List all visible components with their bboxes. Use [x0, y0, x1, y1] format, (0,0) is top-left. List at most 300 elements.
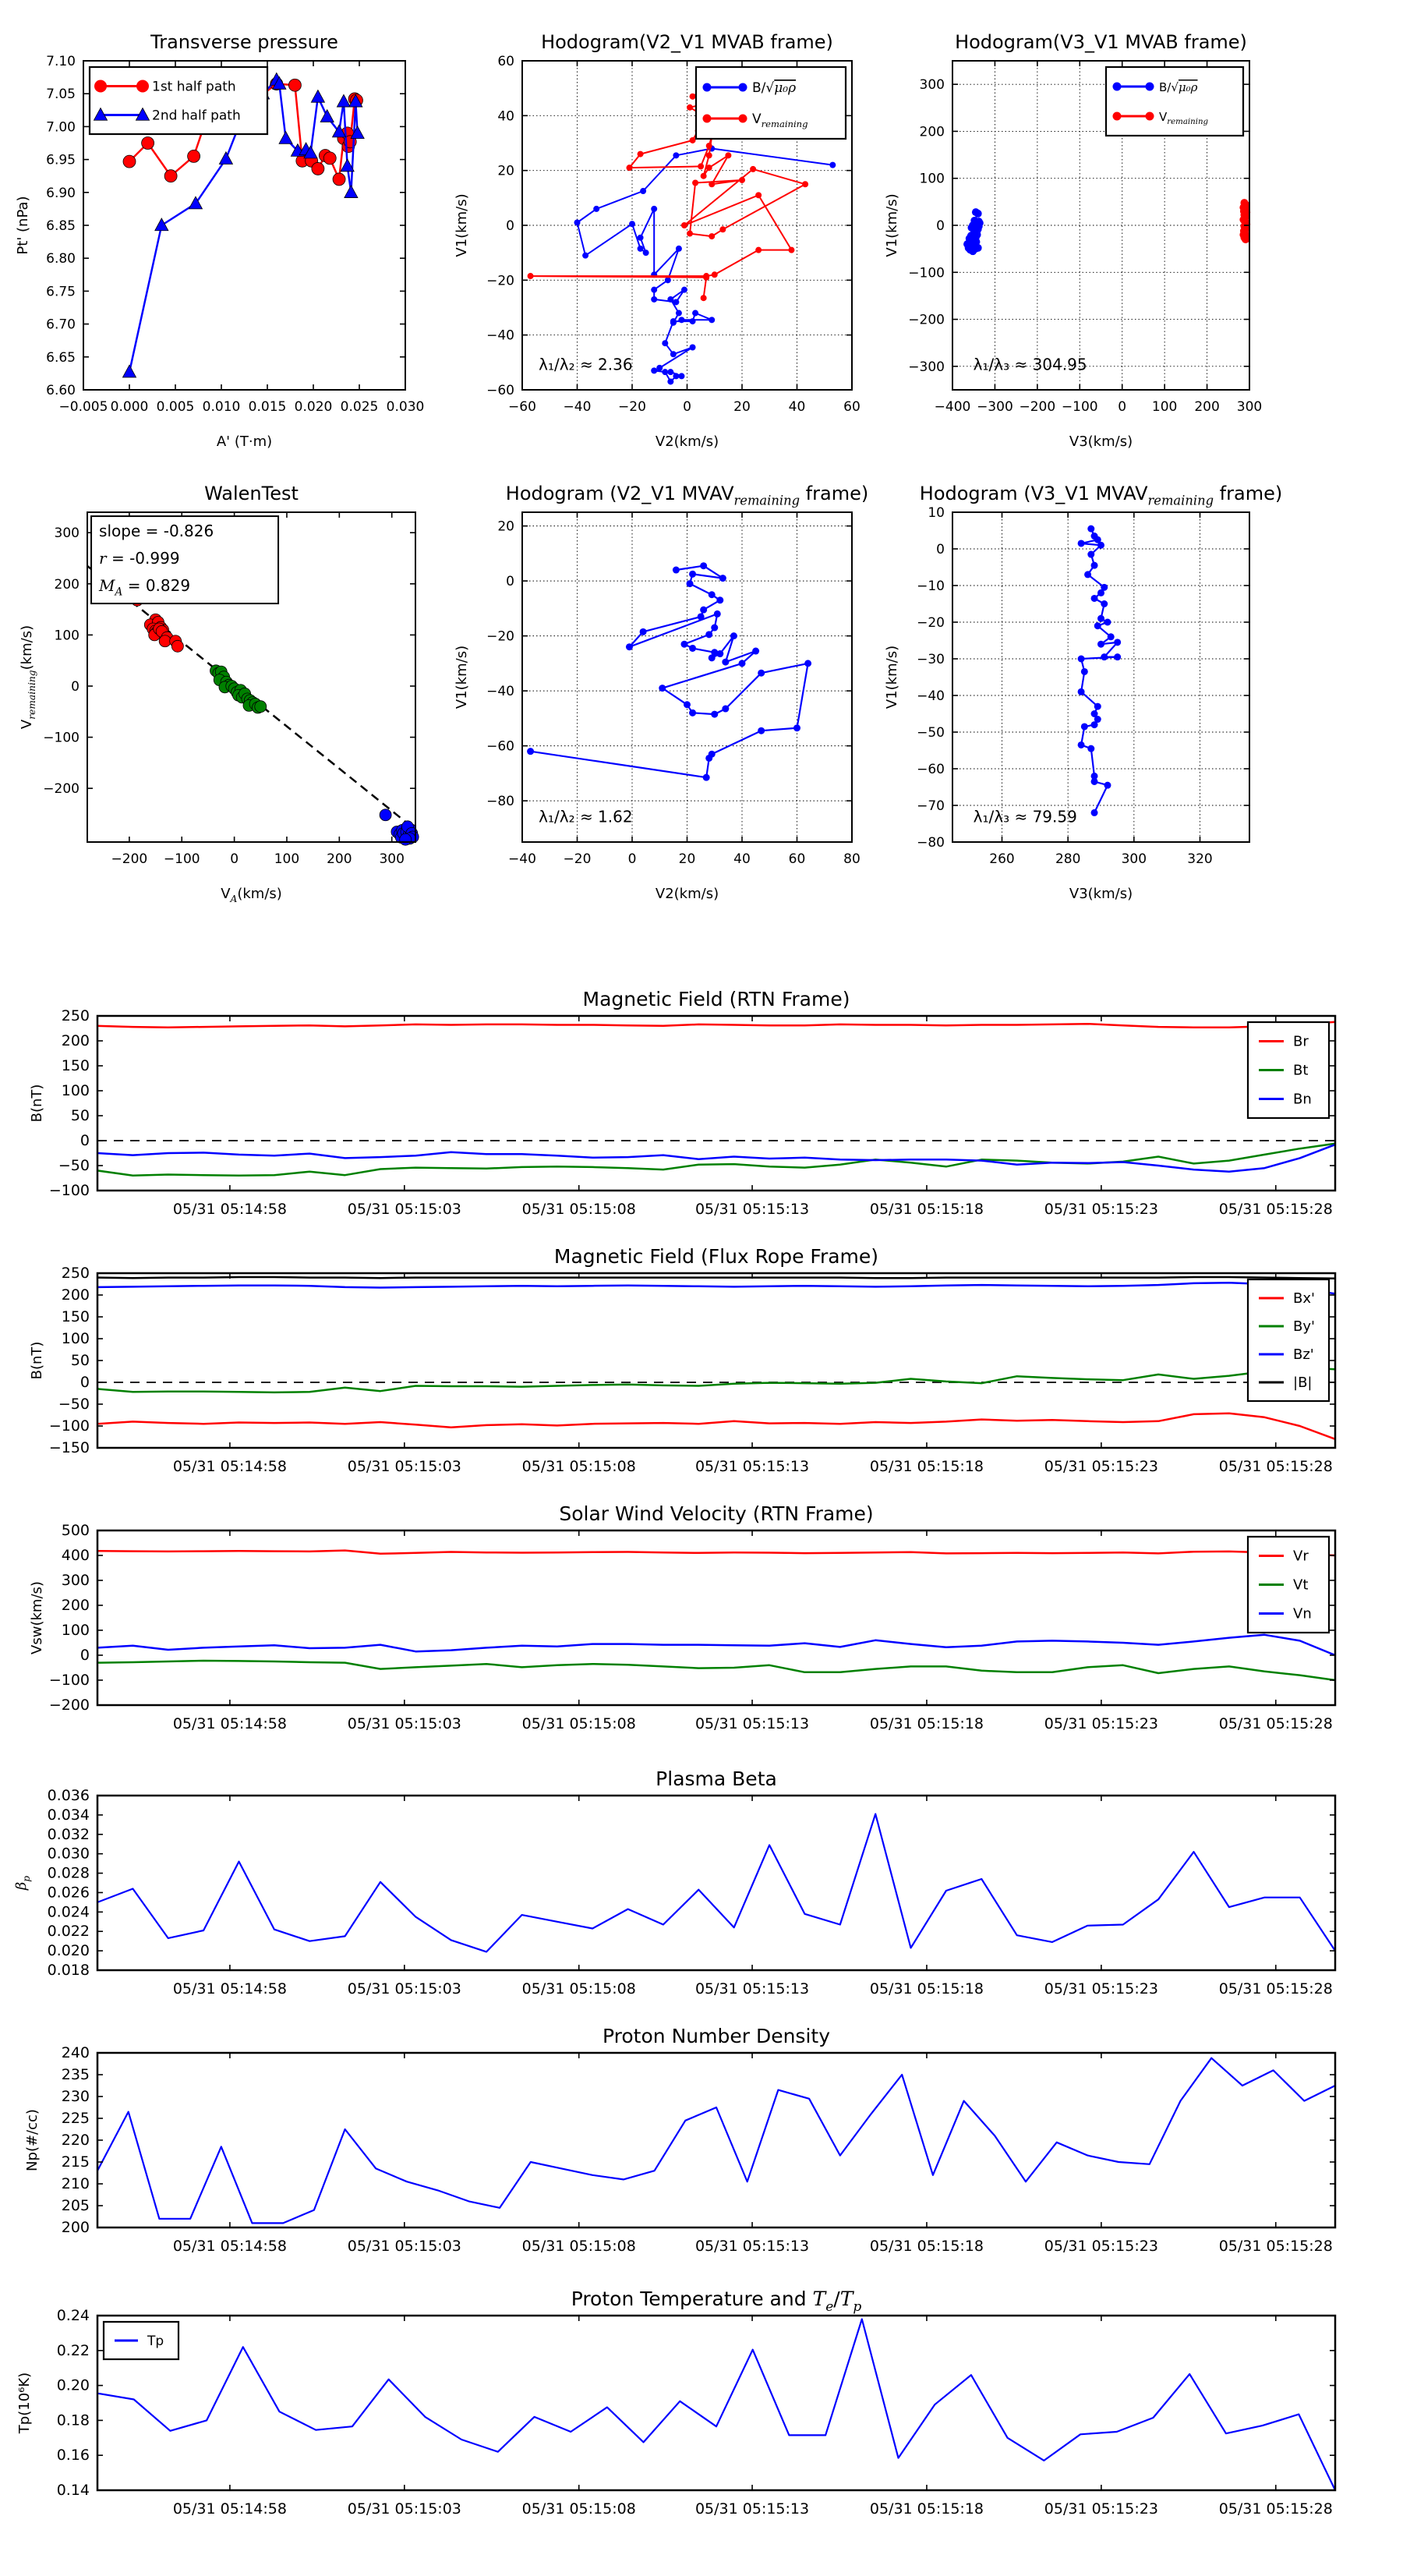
data-point-marker: [703, 115, 712, 123]
y-tick-label: 60: [497, 54, 514, 69]
data-point-marker: [739, 83, 747, 92]
data-point-marker: [678, 317, 684, 323]
data-point-marker: [155, 218, 168, 231]
data-point-marker: [690, 94, 696, 100]
y-tick-label: 6.90: [46, 185, 76, 201]
data-point-marker: [1146, 83, 1154, 91]
y-tick-label: 0: [506, 574, 514, 590]
y-tick-label: 7.10: [46, 54, 76, 69]
y-tick-label: 0.032: [47, 1825, 90, 1843]
y-tick-label: 300: [54, 525, 80, 542]
legend-label: Vn: [1293, 1605, 1312, 1622]
x-tick-label: −60: [508, 399, 536, 415]
y-tick-label: −30: [917, 652, 945, 667]
x-tick-label: 05/31 05:15:08: [521, 1980, 636, 1997]
data-point-marker: [690, 137, 696, 143]
data-point-marker: [1094, 703, 1101, 710]
data-point-marker: [689, 645, 696, 652]
data-point-marker: [719, 575, 726, 582]
y-tick-label: 250: [61, 1265, 90, 1282]
legend-label: By': [1293, 1318, 1315, 1335]
data-point-marker: [678, 373, 684, 379]
y-tick-label: 300: [61, 1572, 90, 1589]
data-point-marker: [337, 94, 350, 107]
x-tick-label: −20: [618, 399, 646, 415]
y-tick-label: −60: [486, 383, 514, 398]
data-point-marker: [670, 318, 677, 324]
y-tick-label: 0.20: [56, 2376, 90, 2394]
series--b-: [97, 1277, 1335, 1279]
data-point-marker: [706, 143, 712, 149]
data-point-marker: [804, 660, 811, 667]
y-axis-label: B(nT): [29, 1084, 45, 1123]
data-point-marker: [1104, 782, 1111, 789]
plot-title: Hodogram(V2_V1 MVAB frame): [541, 31, 833, 53]
data-point-marker: [320, 110, 334, 122]
x-tick-label: 05/31 05:15:03: [347, 1201, 461, 1218]
x-tick-label: 05/31 05:15:08: [521, 1715, 636, 1732]
x-tick-label: 05/31 05:15:23: [1044, 1980, 1158, 1997]
x-tick-label: 0: [683, 399, 691, 415]
data-point-marker: [673, 152, 679, 158]
x-tick-label: 280: [1055, 851, 1081, 867]
axes-frame: [952, 512, 1249, 842]
annotation-box: [91, 516, 278, 603]
data-point-marker: [680, 641, 687, 648]
y-tick-label: −20: [486, 628, 514, 645]
data-point-marker: [750, 166, 756, 172]
data-point-marker: [700, 562, 707, 569]
x-tick-label: 0.010: [202, 399, 241, 415]
data-point-marker: [626, 643, 633, 650]
y-tick-label: −150: [48, 1439, 90, 1456]
data-point-marker: [714, 610, 721, 617]
legend: [1248, 1537, 1329, 1633]
y-tick-label: 200: [919, 124, 945, 140]
y-tick-label: −10: [917, 579, 945, 594]
series-beta-p: [97, 1814, 1335, 1952]
data-point-marker: [690, 318, 696, 324]
data-point-marker: [651, 296, 657, 303]
x-tick-label: 0.015: [248, 399, 287, 415]
data-point-marker: [752, 648, 759, 655]
x-tick-label: 60: [843, 399, 861, 415]
y-tick-label: 0.22: [56, 2341, 90, 2359]
x-tick-label: −20: [563, 851, 592, 867]
y-tick-label: 200: [61, 1032, 90, 1049]
x-tick-label: 05/31 05:15:28: [1218, 1715, 1333, 1732]
legend-label: |B|: [1293, 1375, 1313, 1391]
data-point-marker: [1101, 653, 1108, 660]
solar-wind-velocity-plot: [29, 1502, 1335, 1732]
data-point-marker: [758, 727, 765, 734]
x-tick-label: −100: [163, 851, 200, 867]
hodogram-v3v1-mvab-plot: [884, 31, 1262, 450]
data-point-marker: [705, 631, 712, 638]
data-point-marker: [703, 83, 712, 92]
y-axis-label: $\beta_p$: [13, 1875, 33, 1891]
x-tick-label: 05/31 05:14:58: [172, 1201, 287, 1218]
x-tick-label: 05/31 05:15:18: [869, 2238, 984, 2255]
y-tick-label: 6.95: [46, 152, 76, 168]
data-point-marker: [755, 247, 762, 253]
data-point-marker: [711, 711, 718, 718]
x-tick-label: 320: [1187, 851, 1213, 867]
data-point-marker: [698, 163, 704, 169]
y-tick-label: 205: [61, 2197, 90, 2214]
plot-title: Magnetic Field (RTN Frame): [582, 988, 850, 1010]
data-point-marker: [662, 369, 668, 375]
data-point-marker: [651, 287, 657, 293]
data-point-marker: [345, 186, 358, 198]
legend: [1248, 1022, 1329, 1118]
x-tick-label: 100: [274, 851, 300, 867]
data-point-marker: [716, 596, 723, 603]
data-point-marker: [793, 724, 800, 731]
annotation-text: λ₁/λ₃ ≈ 304.95: [973, 355, 1087, 374]
data-point-marker: [1078, 540, 1085, 547]
x-tick-label: 0.005: [156, 399, 195, 415]
x-tick-label: −300: [977, 399, 1013, 415]
x-tick-label: 05/31 05:15:28: [1218, 2500, 1333, 2518]
data-point-marker: [1101, 600, 1108, 607]
data-point-marker: [690, 344, 696, 350]
y-axis-label: Vsw(km/s): [29, 1581, 45, 1654]
x-tick-label: 05/31 05:15:18: [869, 1715, 984, 1732]
data-point-marker: [1087, 551, 1094, 558]
x-tick-label: −40: [563, 399, 592, 415]
plot-title: Plasma Beta: [656, 1767, 777, 1790]
data-point-marker: [1087, 525, 1094, 533]
data-point-marker: [1097, 641, 1104, 648]
y-tick-label: 7.05: [46, 87, 76, 103]
x-tick-label: 260: [989, 851, 1015, 867]
legend-label: $V_{remaining}$: [752, 111, 808, 129]
y-tick-label: 6.80: [46, 251, 76, 267]
legend-label: 2nd half path: [152, 108, 241, 124]
y-tick-label: −80: [917, 835, 945, 851]
series-vr: [97, 1551, 1335, 1555]
data-point-marker: [1114, 639, 1121, 646]
x-tick-label: 05/31 05:15:23: [1044, 1715, 1158, 1732]
legend: [90, 67, 267, 134]
data-point-marker: [1097, 615, 1104, 622]
y-tick-label: 20: [497, 163, 514, 179]
x-tick-label: 100: [1151, 399, 1178, 415]
y-tick-label: 235: [61, 2066, 90, 2083]
data-point-marker: [755, 192, 762, 198]
y-tick-label: −200: [43, 781, 80, 798]
x-tick-label: 05/31 05:15:18: [869, 1980, 984, 1997]
axes-frame: [97, 1796, 1335, 1970]
y-tick-label: 0: [80, 1132, 90, 1149]
y-axis-label: B(nT): [29, 1341, 45, 1380]
hodogram-v2v1-mvab-plot: [454, 31, 861, 450]
x-tick-label: 05/31 05:15:03: [347, 1458, 461, 1475]
y-axis-label: V1(km/s): [454, 645, 470, 709]
data-point-marker: [527, 748, 534, 755]
data-point-marker: [676, 246, 682, 252]
series-np: [97, 2058, 1335, 2224]
data-point-marker: [1084, 571, 1091, 578]
x-tick-label: 300: [1121, 851, 1147, 867]
x-tick-label: 20: [678, 851, 696, 867]
y-tick-label: 100: [919, 171, 945, 187]
data-point-marker: [692, 179, 698, 186]
x-tick-label: −40: [508, 851, 536, 867]
series-bt: [97, 1144, 1335, 1176]
plot-title: WalenTest: [204, 483, 299, 504]
y-tick-label: 400: [61, 1547, 90, 1564]
y-tick-label: 6.65: [46, 349, 76, 366]
x-tick-label: 05/31 05:14:58: [172, 2500, 287, 2518]
data-point-marker: [288, 79, 301, 91]
y-tick-label: −200: [48, 1697, 90, 1714]
x-tick-label: 05/31 05:14:58: [172, 1715, 287, 1732]
x-tick-label: 05/31 05:15:03: [347, 1715, 461, 1732]
y-tick-label: −100: [48, 1182, 90, 1199]
x-tick-label: −0.005: [58, 399, 108, 415]
y-tick-label: −100: [43, 730, 80, 746]
y-tick-label: −100: [908, 265, 945, 281]
data-point-marker: [687, 231, 693, 237]
data-point-marker: [593, 206, 599, 212]
data-point-marker: [1081, 723, 1088, 730]
data-point-marker: [758, 670, 765, 677]
data-point-marker: [719, 226, 726, 232]
legend-label: Vr: [1293, 1548, 1309, 1565]
y-tick-label: 200: [61, 2219, 90, 2236]
data-point-marker: [829, 162, 836, 168]
y-tick-label: 220: [61, 2132, 90, 2149]
data-point-marker: [701, 173, 707, 179]
y-tick-label: −100: [48, 1672, 90, 1689]
data-point-marker: [136, 80, 149, 93]
legend-label: $V_{remaining}$: [1159, 110, 1209, 127]
data-point-marker: [974, 210, 982, 218]
series-vt: [97, 1661, 1335, 1680]
y-tick-label: 0.24: [56, 2307, 90, 2324]
data-point-marker: [1114, 653, 1121, 660]
data-point-marker: [670, 351, 677, 357]
data-point-marker: [1078, 656, 1085, 663]
plot-title: Transverse pressure: [150, 31, 338, 53]
y-tick-label: 200: [54, 576, 80, 593]
hodogram-v3v1-mvav-plot: [884, 483, 1282, 902]
y-tick-label: 50: [70, 1107, 90, 1124]
series-vn: [97, 1635, 1335, 1655]
data-point-marker: [333, 173, 345, 186]
legend-box: [90, 67, 267, 134]
transverse-pressure-plot: [15, 31, 424, 450]
magnetic-field-rtn-plot: [29, 988, 1335, 1218]
y-tick-label: −40: [486, 684, 514, 700]
legend-label: 1st half path: [152, 79, 236, 95]
x-tick-label: 0: [1118, 399, 1127, 415]
plot-title: Hodogram (V2_V1 $MVAV_{remaining}$ frame): [505, 483, 869, 508]
legend: [1248, 1279, 1329, 1401]
y-tick-label: −50: [58, 1396, 90, 1413]
y-tick-label: 230: [61, 2088, 90, 2105]
data-point-marker: [722, 659, 729, 666]
data-point-marker: [142, 137, 154, 150]
y-tick-label: −20: [486, 273, 514, 289]
data-point-marker: [709, 654, 716, 661]
x-axis-label: V2(km/s): [655, 886, 719, 902]
x-tick-label: 0.020: [294, 399, 333, 415]
x-tick-label: 05/31 05:14:58: [172, 1980, 287, 1997]
data-point-marker: [528, 273, 534, 279]
legend-label: Bx': [1293, 1290, 1315, 1307]
data-point-marker: [739, 660, 746, 667]
x-tick-label: 05/31 05:15:13: [694, 1980, 810, 1997]
x-tick-label: 05/31 05:15:28: [1218, 1458, 1333, 1475]
plasma-beta-plot: [13, 1767, 1335, 1997]
y-tick-label: 0.018: [47, 1962, 90, 1979]
data-point-marker: [730, 632, 737, 639]
data-point-marker: [1113, 83, 1122, 91]
data-point-marker: [976, 219, 984, 227]
data-point-marker: [681, 287, 687, 293]
data-point-marker: [676, 310, 682, 317]
y-axis-label: V1(km/s): [884, 645, 900, 709]
data-point-marker: [638, 151, 644, 157]
y-tick-label: 200: [61, 1286, 90, 1304]
data-point-marker: [722, 706, 729, 713]
data-point-marker: [667, 296, 673, 303]
legend: [104, 2322, 178, 2359]
data-point-marker: [323, 152, 336, 165]
data-point-marker: [219, 152, 232, 165]
x-tick-label: 05/31 05:15:18: [869, 2500, 984, 2518]
x-tick-label: 300: [379, 851, 405, 867]
magnetic-field-flux-rope-plot: [29, 1245, 1335, 1475]
data-point-marker: [626, 165, 632, 171]
data-point-marker: [673, 567, 680, 574]
y-tick-label: 500: [61, 1522, 90, 1539]
data-point-marker: [1091, 562, 1098, 569]
y-tick-label: 100: [61, 1330, 90, 1347]
legend: [696, 67, 846, 139]
data-point-marker: [1097, 542, 1104, 549]
y-tick-label: −50: [917, 725, 945, 741]
data-point-marker: [700, 607, 707, 614]
y-tick-label: 225: [61, 2110, 90, 2127]
data-point-marker: [703, 774, 710, 781]
x-tick-label: 60: [788, 851, 806, 867]
walen-test-plot: [19, 483, 419, 904]
x-tick-label: 05/31 05:15:28: [1218, 1201, 1333, 1218]
series-tp: [97, 2319, 1335, 2491]
proton-temperature-plot: [16, 2288, 1335, 2518]
y-tick-label: −100: [48, 1417, 90, 1435]
axes-frame: [97, 2316, 1335, 2490]
data-point-marker: [640, 188, 646, 194]
y-tick-label: 0.036: [47, 1787, 90, 1804]
plot-title: Proton Number Density: [603, 2025, 830, 2047]
x-axis-label: V2(km/s): [655, 433, 719, 450]
x-tick-label: 05/31 05:15:23: [1044, 1458, 1158, 1475]
y-tick-label: 0.18: [56, 2411, 90, 2429]
data-point-marker: [739, 177, 745, 183]
x-tick-label: 200: [1194, 399, 1220, 415]
legend-label: Tp: [147, 2334, 164, 2349]
y-tick-label: 150: [61, 1308, 90, 1325]
data-point-marker: [164, 170, 177, 182]
data-point-marker: [400, 833, 412, 845]
y-tick-label: 0.034: [47, 1806, 90, 1824]
y-axis-label: Tp(10⁶K): [16, 2372, 33, 2434]
data-point-marker: [788, 247, 794, 253]
y-tick-label: 0.14: [56, 2482, 90, 2499]
legend-label: Br: [1293, 1033, 1309, 1050]
x-axis-label: $V_A(km/s)$: [221, 886, 282, 905]
x-tick-label: 05/31 05:15:13: [694, 1458, 810, 1475]
data-point-marker: [725, 152, 731, 158]
y-tick-label: −300: [908, 359, 945, 375]
x-tick-label: 05/31 05:15:18: [869, 1201, 984, 1218]
data-point-marker: [681, 222, 687, 228]
y-tick-label: 0.024: [47, 1903, 90, 1921]
plot-title: Solar Wind Velocity (RTN Frame): [559, 1502, 874, 1525]
data-point-marker: [1091, 595, 1098, 602]
y-tick-label: 100: [61, 1082, 90, 1099]
data-point-marker: [1094, 622, 1101, 629]
y-tick-label: −50: [58, 1157, 90, 1174]
x-tick-label: 05/31 05:15:13: [694, 1715, 810, 1732]
x-tick-label: 05/31 05:15:13: [694, 2500, 810, 2518]
data-point-marker: [687, 104, 693, 111]
data-point-marker: [684, 701, 691, 708]
x-tick-label: 05/31 05:15:23: [1044, 1201, 1158, 1218]
x-tick-label: 05/31 05:15:03: [347, 1980, 461, 1997]
data-point-marker: [94, 80, 107, 93]
data-point-marker: [709, 591, 716, 598]
plot-title: Magnetic Field (Flux Rope Frame): [553, 1245, 879, 1268]
x-tick-label: 20: [733, 399, 751, 415]
x-tick-label: 0.025: [340, 399, 379, 415]
data-point-marker: [123, 155, 136, 168]
y-tick-label: 0: [936, 542, 945, 557]
y-tick-label: 20: [497, 518, 514, 535]
data-point-marker: [279, 132, 292, 144]
data-point-marker: [1104, 619, 1111, 626]
y-tick-label: −40: [917, 688, 945, 704]
y-tick-label: −20: [917, 615, 945, 631]
data-point-marker: [1091, 721, 1098, 728]
y-tick-label: 250: [61, 1007, 90, 1024]
annotation-text: λ₁/λ₃ ≈ 79.59: [973, 807, 1077, 826]
data-point-marker: [1087, 745, 1094, 752]
y-tick-label: 240: [61, 2044, 90, 2061]
x-tick-label: 05/31 05:15:03: [347, 2238, 461, 2255]
data-point-marker: [188, 150, 200, 162]
data-point-marker: [312, 162, 324, 175]
data-point-marker: [712, 271, 718, 278]
y-tick-label: 0: [80, 1374, 90, 1391]
legend-label: B/√μ₀ρ: [1159, 80, 1198, 94]
data-point-marker: [638, 246, 644, 252]
data-point-marker: [1242, 203, 1249, 211]
axes-frame: [97, 2053, 1335, 2227]
data-point-marker: [1081, 668, 1088, 675]
data-point-marker: [656, 365, 663, 371]
series-bx-: [97, 1414, 1335, 1439]
legend-label: Bt: [1293, 1062, 1309, 1079]
data-point-marker: [159, 635, 171, 647]
data-point-marker: [709, 317, 715, 323]
y-tick-label: 100: [54, 628, 80, 644]
